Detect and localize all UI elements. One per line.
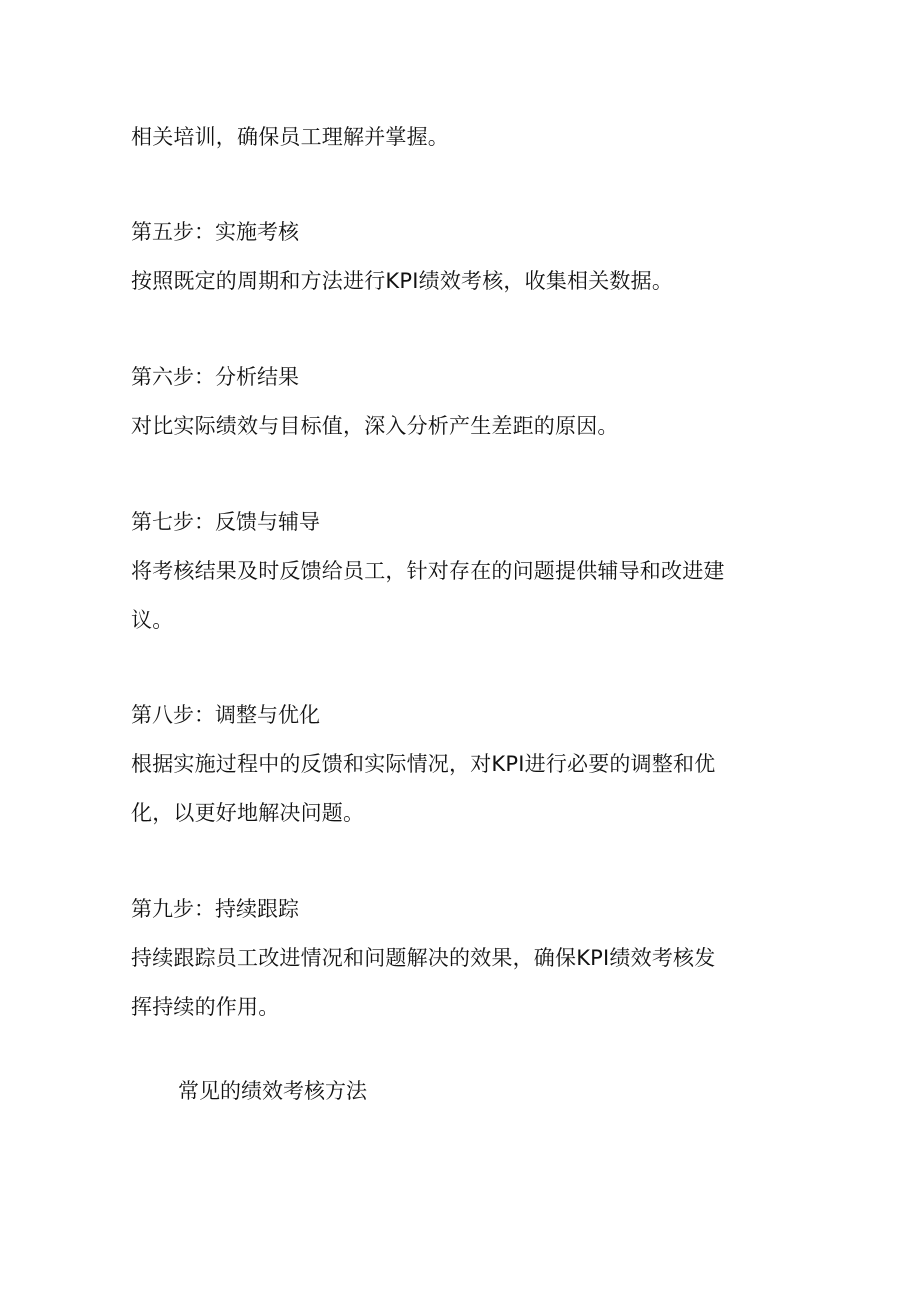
step-8-heading: 第八步：调整与优化 [131, 703, 320, 727]
step-7-text-line-1: 将考核结果及时反馈给员工，针对存在的问题提供辅导和改进建 [131, 559, 725, 583]
step-9-text-line-1: 持续跟踪员工改进情况和问题解决的效果，确保KPI绩效考核发 [131, 946, 716, 970]
step-7-text-line-2: 议。 [131, 608, 174, 632]
section-title: 常见的绩效考核方法 [178, 1079, 367, 1103]
step-9-text-line-2: 挥持续的作用。 [131, 995, 280, 1019]
step-8-text-line-1: 根据实施过程中的反馈和实际情况，对KPI进行必要的调整和优 [131, 752, 716, 776]
intro-paragraph: 相关培训，确保员工理解并掌握。 [131, 125, 449, 149]
step-6-text: 对比实际绩效与目标值，深入分析产生差距的原因。 [131, 414, 619, 438]
step-5-heading: 第五步：实施考核 [131, 220, 299, 244]
step-5-text: 按照既定的周期和方法进行KPI绩效考核，收集相关数据。 [131, 269, 674, 293]
step-8-text-line-2: 化，以更好地解决问题。 [131, 801, 365, 825]
step-7-heading: 第七步：反馈与辅导 [131, 510, 320, 534]
step-6-heading: 第六步：分析结果 [131, 365, 299, 389]
step-9-heading: 第九步：持续跟踪 [131, 897, 299, 921]
